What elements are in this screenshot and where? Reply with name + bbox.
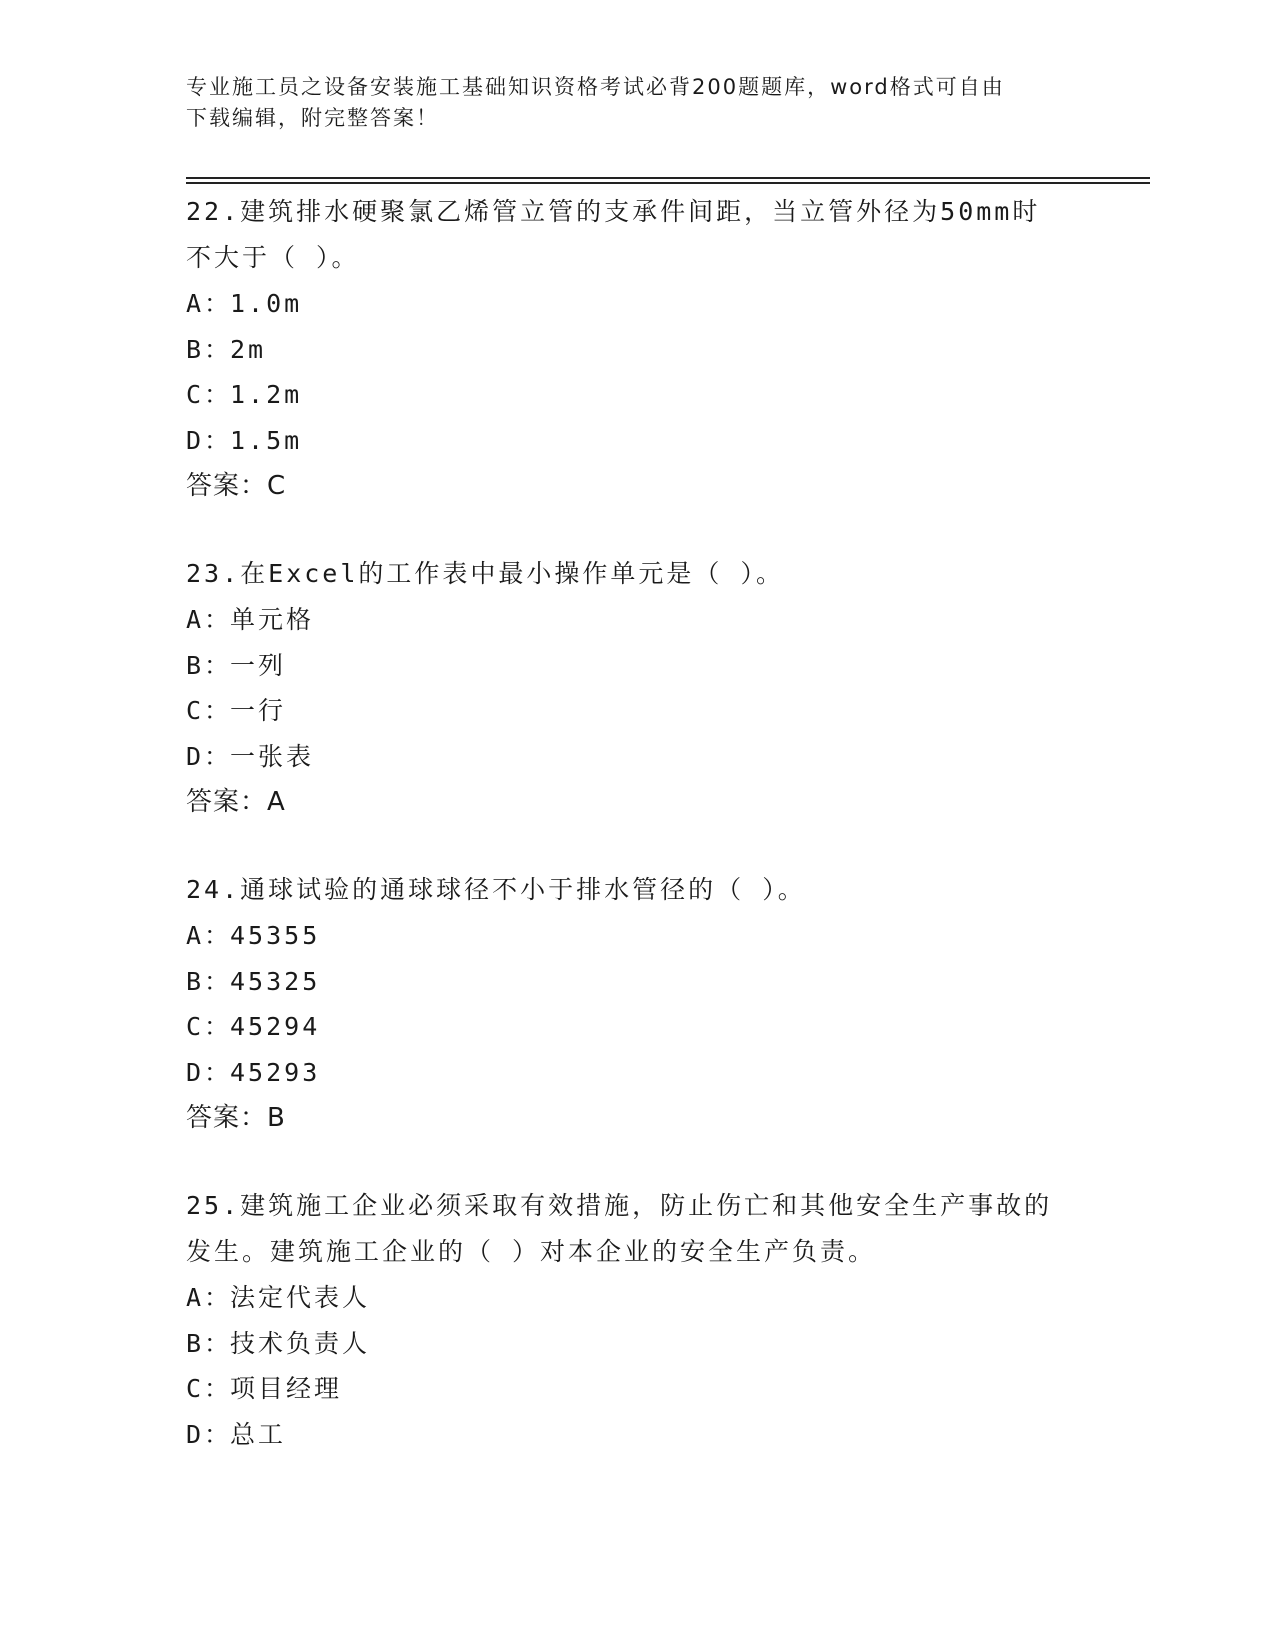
question-stem-line: 不大于（ ）。 [186, 243, 360, 272]
header-divider-top [186, 177, 1150, 179]
header-line-2: 下载编辑，附完整答案！ [186, 106, 439, 130]
option-label: B： [186, 334, 233, 364]
option-label: B： [186, 1328, 233, 1358]
option-text: 总工 [230, 1419, 287, 1449]
header-line-1: 专业施工员之设备安装施工基础知识资格考试必背200题题库，word格式可自由 [186, 75, 1005, 99]
option-d [186, 1050, 1086, 1096]
question-24 [186, 867, 1086, 1141]
option-a [186, 597, 1086, 643]
option-text: 45325 [230, 966, 321, 996]
option-text: 45294 [230, 1012, 321, 1041]
option-d [186, 734, 1086, 780]
option-c [186, 1366, 1086, 1412]
option-text: 2m [230, 334, 267, 364]
option-label: D： [186, 1057, 233, 1087]
option-text: 项目经理 [230, 1374, 343, 1403]
option-b [186, 643, 1086, 689]
answer-line: 答案：B [186, 1103, 286, 1133]
header-divider-bottom [186, 182, 1150, 184]
option-text: 一张表 [230, 741, 315, 771]
option-a [186, 1275, 1086, 1321]
option-text: 法定代表人 [230, 1283, 371, 1312]
option-a [186, 913, 1086, 959]
option-a [186, 281, 1086, 327]
question-stem-line: 发生。建筑施工企业的（ ）对本企业的安全生产负责。 [186, 1237, 877, 1266]
option-label: B： [186, 650, 233, 680]
option-c [186, 372, 1086, 418]
option-d [186, 418, 1086, 464]
option-text: 45293 [230, 1057, 321, 1087]
option-label: A： [186, 605, 233, 634]
option-text: 1.0m [230, 289, 303, 318]
question-25 [186, 1183, 1086, 1457]
option-label: D： [186, 425, 233, 455]
option-c [186, 1004, 1086, 1050]
option-label: D： [186, 741, 233, 771]
option-label: A： [186, 1283, 233, 1312]
option-text: 45355 [230, 921, 321, 950]
option-b [186, 959, 1086, 1005]
question-stem-line: 25.建筑施工企业必须采取有效措施，防止伤亡和其他安全生产事故的 [186, 1191, 1053, 1220]
question-22 [186, 189, 1086, 509]
answer-line: 答案：A [186, 787, 286, 817]
option-c [186, 688, 1086, 734]
option-label: B： [186, 966, 233, 996]
option-d [186, 1412, 1086, 1458]
answer-line: 答案：C [186, 471, 287, 501]
option-label: D： [186, 1419, 233, 1449]
option-text: 1.5m [230, 425, 303, 455]
option-text: 单元格 [230, 605, 315, 634]
question-stem-line: 23.在Excel的工作表中最小操作单元是（ ）。 [186, 559, 784, 588]
option-label: A： [186, 921, 233, 950]
option-text: 一列 [230, 650, 287, 680]
option-text: 一行 [230, 696, 287, 725]
option-label: A： [186, 289, 233, 318]
question-stem-line: 22.建筑排水硬聚氯乙烯管立管的支承件间距，当立管外径为50mm时 [186, 197, 1041, 226]
question-23 [186, 551, 1086, 825]
option-b [186, 327, 1086, 373]
question-stem-line: 24.通球试验的通球球径不小于排水管径的（ ）。 [186, 875, 806, 904]
document-header [186, 72, 1066, 134]
option-label: C： [186, 1012, 233, 1041]
option-b [186, 1321, 1086, 1367]
option-text: 技术负责人 [230, 1328, 371, 1358]
option-text: 1.2m [230, 380, 303, 409]
option-label: C： [186, 696, 233, 725]
option-label: C： [186, 1374, 233, 1403]
option-label: C： [186, 380, 233, 409]
